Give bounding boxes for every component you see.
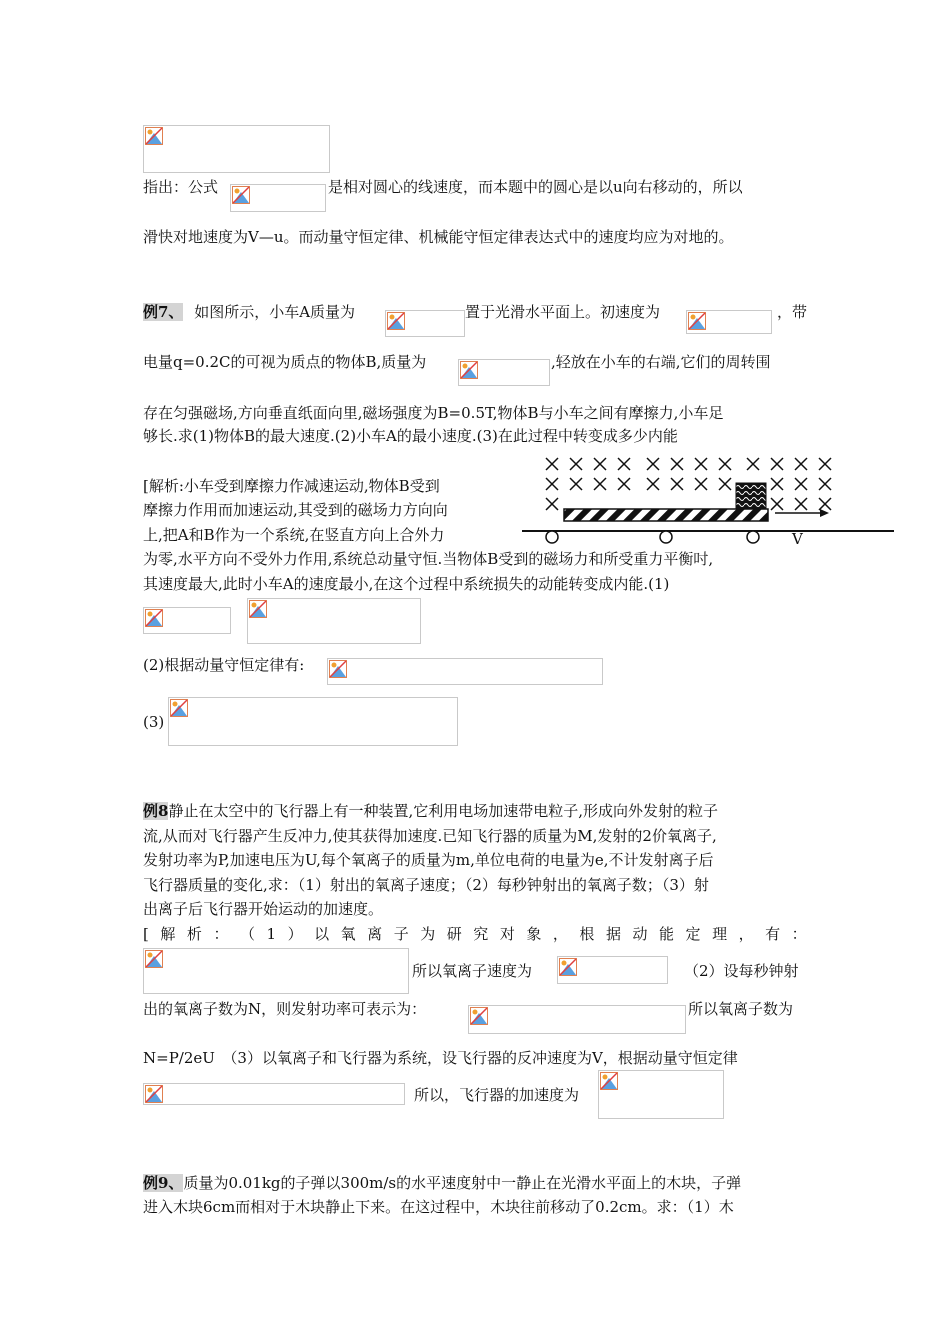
justified-char: ： — [791, 925, 807, 943]
formula-image — [143, 1083, 405, 1105]
justified-char: 以 — [314, 925, 330, 943]
justified-char: 解 — [160, 925, 176, 943]
arrow-head-icon — [820, 509, 829, 517]
formula-image — [247, 598, 421, 644]
ex7-solution-2: 摩擦力作用而加速运动,其受到的磁场力方向向 — [143, 501, 448, 519]
ex7-solution-6: (2)根据动量守恒定律有: — [143, 656, 305, 674]
formula-image — [230, 184, 326, 212]
ex7-solution-5: 其速度最大,此时小车A的速度最小,在这个过程中系统损失的动能转变成内能.(1) — [143, 575, 670, 593]
ex8-line-4: 飞行器质量的变化,求：（1）射出的氧离子速度；（2）每秒钟射出的氧离子数；（3）射 — [143, 876, 709, 894]
ex8-line-1: 例8静止在太空中的飞行器上有一种装置,它利用电场加速带电粒子,形成向外发射的粒子 — [143, 802, 718, 820]
example-label: 例8 — [143, 802, 169, 820]
ex7-line-1: 例7、 如图所示，小车A质量为 — [143, 303, 356, 321]
ex8-line-7a: 所以氧离子速度为 — [412, 962, 533, 980]
broken-image-icon — [232, 186, 250, 204]
formula-image — [598, 1070, 724, 1119]
broken-image-icon — [145, 127, 163, 145]
formula-image — [686, 310, 772, 334]
ex8-line-9: N=P/2eU （3）以氧离子和飞行器为系统，设飞行器的反冲速度为V，根据动量守恒定律 — [143, 1049, 738, 1067]
ex7-line-2: 电量q=0.2C的可视为质点的物体B,质量为 — [143, 353, 427, 371]
justified-char: 有 — [765, 925, 781, 943]
formula-image — [327, 658, 603, 685]
broken-image-icon — [559, 958, 577, 976]
justified-char: 为 — [420, 925, 436, 943]
magnetic-field-crosses — [546, 458, 831, 510]
justified-char: ： — [213, 925, 229, 943]
ex8-line-8a: 出的氧离子数为N，则发射功率可表示为： — [143, 1000, 427, 1018]
broken-image-icon — [145, 609, 163, 627]
note-line-1b: 是相对圆心的线速度，而本题中的圆心是以u向右移动的，所以 — [328, 178, 743, 196]
ex7-solution-3: 上,把A和B作为一个系统,在竖直方向上合外力 — [143, 526, 445, 544]
justified-char: 离 — [367, 925, 383, 943]
ex8-line-6 — [143, 923, 807, 945]
cart-wheel — [660, 531, 672, 543]
justified-char: 对 — [499, 925, 515, 943]
cart-wheel — [546, 531, 558, 543]
broken-image-icon — [460, 361, 478, 379]
formula-image — [143, 125, 330, 173]
justified-char: （ — [239, 925, 255, 943]
broken-image-icon — [329, 660, 347, 678]
formula-image — [143, 948, 409, 994]
example-label: 例7、 — [143, 303, 184, 321]
formula-image — [385, 310, 465, 337]
broken-image-icon — [387, 312, 405, 330]
justified-char: [ — [143, 925, 149, 943]
formula-image — [458, 359, 550, 386]
example-label: 例9、 — [143, 1174, 184, 1192]
cart-a — [564, 509, 768, 521]
broken-image-icon — [470, 1007, 488, 1025]
ex9-line-2: 进入木块6cm而相对于木块静止下来。在这过程中，木块往前移动了0.2cm。求：（1）木 — [143, 1198, 734, 1216]
broken-image-icon — [145, 1085, 163, 1103]
ex8-line-8b: 所以氧离子数为 — [688, 1000, 794, 1018]
ex8-line-10a: 所以，飞行器的加速度为 — [414, 1086, 580, 1104]
ex7-line-1c: ，带 — [776, 303, 807, 321]
justified-char: 氧 — [340, 925, 356, 943]
ex7-line-3: 存在匀强磁场,方向垂直纸面向里,磁场强度为B=0.5T,物体B与小车之间有摩擦力,小车足 — [143, 404, 724, 422]
justified-char: 动 — [632, 925, 648, 943]
ex7-line-4: 够长.求(1)物体B的最大速度.(2)小车A的最小速度.(3)在此过程中转变成多少内能 — [143, 427, 678, 445]
ex8-line-5: 出离子后飞行器开始运动的加速度。 — [143, 900, 384, 918]
formula-image — [168, 697, 458, 746]
justified-char: ， — [552, 925, 568, 943]
justified-char: 子 — [393, 925, 409, 943]
broken-image-icon — [249, 600, 267, 618]
justified-char: ， — [738, 925, 754, 943]
justified-char: 析 — [186, 925, 202, 943]
justified-char: 能 — [659, 925, 675, 943]
justified-char: 究 — [473, 925, 489, 943]
justified-char: ） — [287, 925, 303, 943]
ex7-solution-7: (3) — [143, 713, 165, 731]
justified-char: 研 — [446, 925, 462, 943]
broken-image-icon — [600, 1072, 618, 1090]
cart-wheel — [747, 531, 759, 543]
ex8-line-2: 流,从而对飞行器产生反冲力,使其获得加速度.已知飞行器的质量为M,发射的2价氧离子, — [143, 827, 717, 845]
justified-char: 根 — [579, 925, 595, 943]
ex7-line-1b: 置于光滑水平面上。初速度为 — [465, 303, 661, 321]
justified-char: 定 — [685, 925, 701, 943]
broken-image-icon — [688, 312, 706, 330]
formula-image — [143, 607, 231, 634]
ex8-line-7b: （2）设每秒钟射 — [684, 962, 799, 980]
magnetic-field-cart-diagram — [520, 454, 896, 554]
block-b — [736, 483, 766, 509]
formula-image — [468, 1005, 686, 1034]
broken-image-icon — [170, 699, 188, 717]
ex7-solution-4: 为零,水平方向不受外力作用,系统总动量守恒.当物体B受到的磁场力和所受重力平衡吋, — [143, 550, 714, 568]
ex9-line-1: 例9、质量为0.01kg的子弹以300m/s的水平速度射中一静止在光滑水平面上的木块，子弹 — [143, 1174, 742, 1192]
formula-image — [557, 956, 668, 984]
note-line-2: 滑快对地速度为V—u。而动量守恒定律、机械能守恒定律表达式中的速度均应为对地的。 — [143, 228, 734, 246]
broken-image-icon — [145, 950, 163, 968]
ex7-solution-1: [解析:小车受到摩擦力作减速运动,物体B受到 — [143, 477, 440, 495]
justified-char: 据 — [605, 925, 621, 943]
note-line-1: 指出：公式 — [143, 178, 219, 196]
justified-char: 理 — [712, 925, 728, 943]
velocity-label: V — [792, 530, 803, 548]
justified-char: 象 — [526, 925, 542, 943]
ex8-line-3: 发射功率为P,加速电压为U,每个氧离子的质量为m,单位电荷的电量为e,不计发射离子后 — [143, 851, 714, 869]
ex7-line-2b: ,轻放在小车的右端,它们的周转围 — [551, 353, 771, 371]
justified-char: 1 — [266, 925, 277, 943]
